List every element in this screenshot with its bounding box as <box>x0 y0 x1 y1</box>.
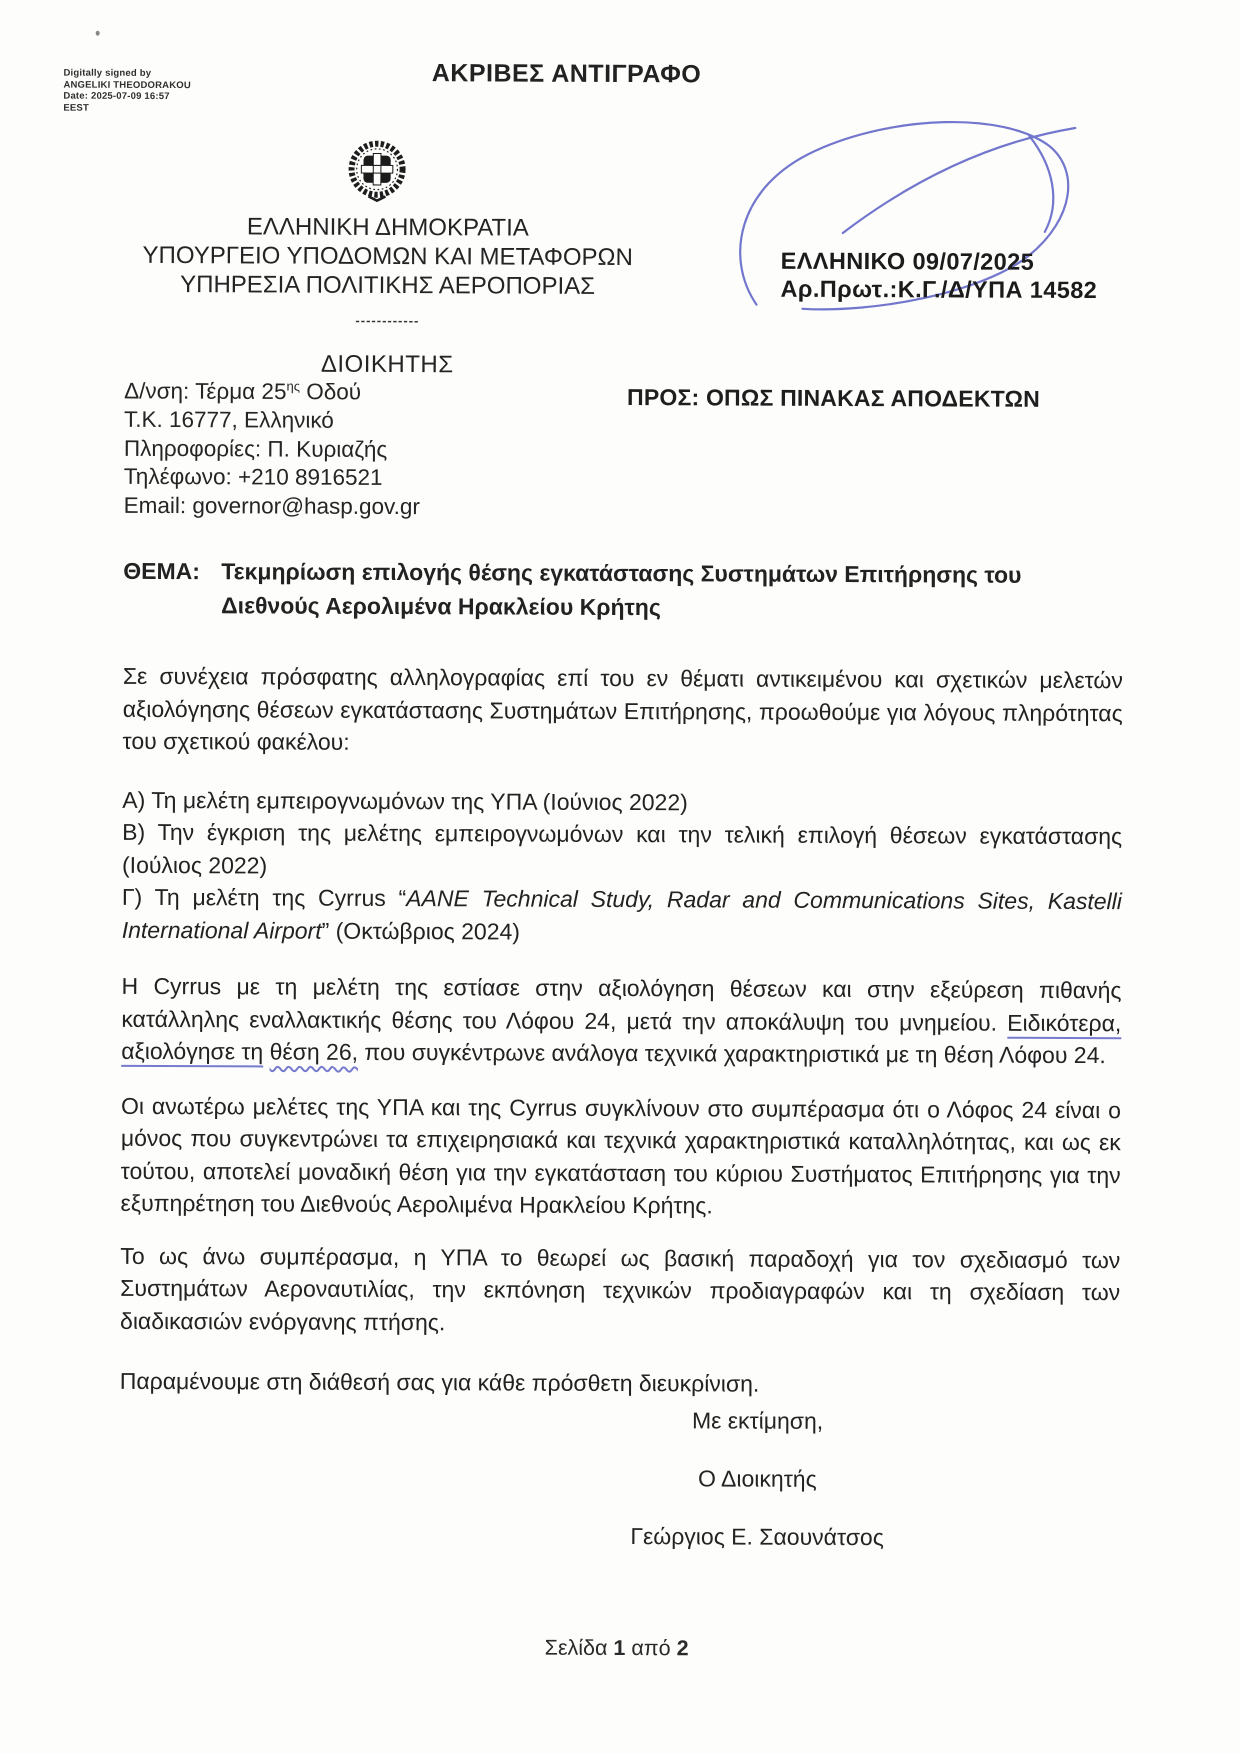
protocol-stamp <box>722 108 1098 320</box>
letterhead-ministry: ΥΠΟΥΡΓΕΙΟ ΥΠΟΔΟΜΩΝ ΚΑΙ ΜΕΤΑΦΟΡΩΝ <box>142 241 633 272</box>
ordinal-superscript: ης <box>286 378 301 394</box>
recipient-line: ΠΡΟΣ: ΟΠΩΣ ΠΙΝΑΚΑΣ ΑΠΟΔΕΚΤΩΝ <box>627 384 1041 412</box>
study-title-italic: AANE Technical Study, Radar and Communications Sites, Kastelli International Airport <box>121 885 1122 944</box>
contact-address: Δ/νση: Τέρμα $25^{\eta\varsigma}$ Οδού <box>124 378 362 405</box>
signer-name: Γεώργιος Ε. Σαουνάτσος <box>630 1523 884 1551</box>
protocol-stamp-text <box>781 247 1111 304</box>
letterhead-republic: ΕΛΛΗΝΙΚΗ ΔΗΜΟΚΡΑΤΙΑ <box>246 213 529 242</box>
body-paragraph-3: Οι ανωτέρω μελέτες της ΥΠΑ και της Cyrrus συγκλίνουν στο συμπέρασμα ότι ο Λόφος 24 είναι ο μόνος που συγκεντρώνει τα επιχειρησιακά και τεχνικά χαρακτηριστικά καταλληλότητας, και ως εκ τούτου, αποτελεί μοναδική θέση για την εγκατάσταση του κύριου Συστήματος Επιτήρησης για την εξυπηρέτηση του Διεθνούς Αερολιμένα Ηρακλείου Κρήτης. <box>120 1092 1122 1219</box>
closing-block <box>557 1406 958 1582</box>
signature-date: Date: 2025-07-09 16:57 <box>63 90 170 103</box>
attachment-list <box>122 783 1123 950</box>
scan-artifact-dot <box>96 31 100 36</box>
contact-email: Email: governor@hasp.gov.gr <box>123 492 420 519</box>
list-item-b: Β) Την έγκριση της μελέτης εμπειρογνωμόνων και την τελική επιλογή θέσεων εγκατάστασης (Ιούλιος 2022) <box>121 818 1123 878</box>
pen-underlined-text: Ειδικότερα, αξιολόγησε τη <box>121 1009 1121 1067</box>
list-item-c: Γ) Τη μελέτη της Cyrrus “AANE Technical Study, Radar and Communications Sites, Kastelli International Airport” (Οκτώβριος 2024) <box>121 883 1122 945</box>
closing-salutation: Με εκτίμηση, <box>691 1407 824 1434</box>
pen-wavy-underlined-text: θέση 26, <box>269 1038 359 1065</box>
signature-name: ANGELIKI THEODORAKOU <box>63 79 191 91</box>
subject-label: ΘΕΜΑ: <box>123 557 201 585</box>
contact-info-officer: Πληροφορίες: Π. Κυριαζής <box>123 435 388 462</box>
body-paragraph-1: Σε συνέχεια πρόσφατης αλληλογραφίας επί του εν θέματι αντικειμένου και σχετικών μελετών αξιολόγησης θέσεων εγκατάστασης Συστημάτων Επιτήρησης, προωθούμε για λόγους πληρότητας του σχετικού φακέλου: <box>122 662 1123 755</box>
copy-certification-title: ΑΚΡΙΒΕΣ ΑΝΤΙΓΡΑΦΟ <box>431 59 702 89</box>
digital-signature-block <box>63 68 191 115</box>
page-number: Σελίδα 1 από 2 <box>544 1635 689 1661</box>
stamp-place-date: ΕΛΛΗΝΙΚΟ 09/07/2025 <box>780 247 1035 275</box>
body-paragraph-2: Η Cyrrus με τη μελέτη της εστίασε στην αξιολόγηση θέσεων και στην εξεύρεση πιθανής κατάλληλης εναλλακτικής θέσης του Λόφου 24, μετά την αποκάλυψη του μνημείου. Ειδικότερα, αξιολόγησε τη θέση 26, που συγκέντρωνε ανάλογα τεχνικά χαρακτηριστικά με τη θέση Λόφου 24. <box>121 972 1122 1069</box>
subject-row <box>123 554 1123 626</box>
letterhead <box>87 212 688 381</box>
signer-title: Ο Διοικητής <box>697 1465 817 1492</box>
office-title: ΔΙΟΙΚΗΤΗΣ <box>320 350 454 379</box>
subject-text: Τεκμηρίωση επιλογής θέσης εγκατάστασης Συστημάτων Επιτήρησης του Διεθνούς Αερολιμένα Ηρακλείου Κρήτης <box>221 558 1022 621</box>
signature-timezone: EEST <box>63 102 90 114</box>
stamp-protocol-number: Αρ.Πρωτ.:Κ.Γ./Δ/ΥΠΑ 14582 <box>780 275 1098 304</box>
greek-republic-emblem-icon <box>343 137 411 205</box>
body-paragraph-4: Το ως άνω συμπέρασμα, η ΥΠΑ το θεωρεί ως βασική παραδοχή για τον σχεδιασμό των Συστημάτων Αεροναυτιλίας, την εκπόνηση τεχνικών προδιαγραφών και τη σχεδίαση των διαδικασιών ενόργανης πτήσης. <box>120 1242 1121 1335</box>
contact-phone: Τηλέφωνο: +210 8916521 <box>123 463 383 490</box>
signature-line: Digitally signed by <box>63 67 152 79</box>
contact-block <box>124 372 421 521</box>
contact-postal: Τ.Κ. 16777, Ελληνικό <box>123 406 334 433</box>
body-paragraph-5: Παραμένουμε στη διάθεσή σας για κάθε πρόσθετη διευκρίνιση. <box>119 1367 760 1397</box>
current-page: 1 <box>613 1635 626 1661</box>
total-pages: 2 <box>676 1636 689 1661</box>
letterhead-divider: ------------ <box>355 312 420 329</box>
letterhead-agency: ΥΠΗΡΕΣΙΑ ΠΟΛΙΤΙΚΗΣ ΑΕΡΟΠΟΡΙΑΣ <box>180 271 596 300</box>
list-item-a: Α) Τη μελέτη εμπειρογνωμόνων της ΥΠΑ (Ιούνιος 2022) <box>122 786 688 815</box>
letter-body <box>120 554 1124 1402</box>
